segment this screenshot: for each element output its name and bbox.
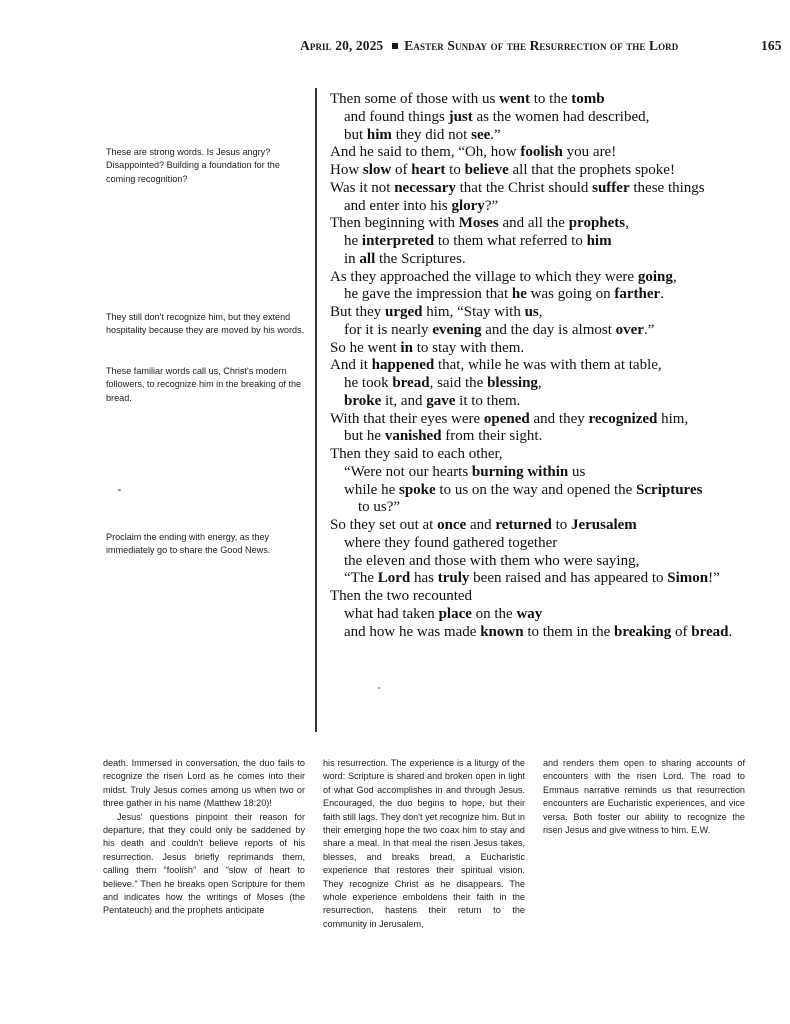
reading-text: on the bbox=[471, 605, 517, 622]
emphasis-word: he bbox=[511, 286, 527, 303]
emphasis-word: bread bbox=[392, 375, 430, 391]
reading-text: from their sight. bbox=[441, 428, 543, 445]
emphasis-word: heart bbox=[411, 162, 446, 178]
reading-text: to stay with them. bbox=[412, 339, 525, 356]
reading-text: Then some of those with us bbox=[330, 91, 500, 107]
emphasis-word: foolish bbox=[520, 144, 563, 161]
reading-text: Then beginning with bbox=[330, 215, 459, 232]
reading-text: they did not bbox=[391, 126, 472, 143]
reading-text: him, “Stay with bbox=[422, 304, 525, 320]
reading-text: And he said to them, “Oh, how bbox=[330, 144, 521, 161]
emphasis-word: place bbox=[438, 605, 472, 622]
reading-text: As they approached the village to which they were bbox=[330, 268, 638, 285]
reading-text: to them in the bbox=[523, 623, 614, 640]
emphasis-word: bread bbox=[691, 623, 729, 640]
reading-text: that, while he was with them at table, bbox=[434, 357, 662, 374]
emphasis-word: known bbox=[480, 623, 524, 640]
reading-text: to us?” bbox=[358, 499, 401, 516]
reading-text: what had taken bbox=[344, 605, 439, 622]
emphasis-word: slow bbox=[362, 162, 392, 178]
reading-text: With that their eyes were bbox=[330, 410, 484, 427]
reading-text: , bbox=[625, 215, 629, 232]
reading-text: ?” bbox=[484, 197, 499, 214]
reading-line bbox=[330, 535, 785, 553]
emphasis-word: recognized bbox=[588, 410, 658, 427]
commentary-column-1 bbox=[103, 757, 305, 918]
margin-note: Proclaim the ending with energy, as they immediately go to share the Good News. bbox=[106, 532, 271, 556]
emphasis-word: him bbox=[366, 126, 392, 143]
reading-text: to the bbox=[529, 91, 572, 107]
commentary bbox=[103, 757, 783, 987]
reading-text: And it bbox=[330, 357, 372, 374]
reading-text: he took bbox=[344, 375, 393, 391]
reading-text: all that the prophets spoke! bbox=[508, 162, 675, 178]
reading-text: as the women had described, bbox=[472, 108, 650, 125]
reading-text: Then they said to each other, bbox=[330, 446, 503, 462]
commentary-column-3 bbox=[543, 757, 745, 837]
reading-line bbox=[330, 286, 785, 304]
reading-text: and bbox=[466, 517, 496, 533]
emphasis-word: him bbox=[586, 233, 612, 249]
emphasis-word: interpreted bbox=[361, 233, 435, 249]
reading-text: .” bbox=[490, 126, 501, 143]
emphasis-word: vanished bbox=[384, 428, 442, 445]
reading-text: for it is nearly bbox=[344, 321, 433, 338]
reading-text: . bbox=[660, 286, 664, 303]
reading-text: him, bbox=[657, 410, 689, 427]
emphasis-word: suffer bbox=[592, 179, 630, 196]
reading-text: these things bbox=[629, 179, 705, 196]
emphasis-word: went bbox=[499, 91, 530, 107]
reading-text: has bbox=[410, 570, 438, 587]
scan-speck bbox=[378, 687, 380, 689]
reading-line bbox=[330, 624, 785, 642]
reading-text: been raised and has appeared to bbox=[469, 570, 668, 587]
reading-text: to bbox=[445, 162, 465, 178]
reading-line bbox=[330, 553, 785, 571]
reading-text: How bbox=[330, 162, 363, 178]
reading-text: !” bbox=[708, 570, 720, 587]
reading-line bbox=[330, 233, 785, 251]
emphasis-word: once bbox=[437, 517, 467, 533]
emphasis-word: Jerusalem bbox=[570, 517, 637, 533]
reading-text: to us on the way and opened the bbox=[435, 481, 637, 498]
reading-line bbox=[330, 251, 785, 269]
commentary-paragraph: and renders them open to sharing accounts of encounters with the risen Lord. The road to Emmaus narrative reminds us that resurrection encounters are Eucharistic experiences, and vice versa. Both foster our ability to recognize the risen Jesus and give witness to him. E.W. bbox=[543, 758, 745, 836]
commentary-paragraph: his resurrection. The experience is a liturgy of the word: Scripture is shared and broken open in light of what God accomplishes in and through Jesus. Encouraged, the duo begins to hope, but their faith still lags. They don't yet recognize him. But in their emerging hope the two coax him to stay and share a meal. In that meal the risen Jesus takes, blesses, and breaks bread, a Eucharistic experience that restores their spiritual vision. They recognize Christ as he disappears. The whole experience emboldens their faith in the resurrection, hastens their return to the community in Jerusalem, bbox=[323, 758, 525, 929]
emphasis-word: blessing bbox=[487, 375, 538, 391]
reading-text: to bbox=[551, 517, 571, 533]
reading-text: he gave the impression that bbox=[344, 286, 512, 303]
reading-text: and they bbox=[529, 410, 589, 427]
square-bullet-icon bbox=[392, 43, 398, 49]
reading-text: Was it not bbox=[330, 179, 395, 196]
reading-line bbox=[330, 269, 785, 287]
reading-text: us bbox=[568, 463, 586, 480]
reading-text: , bbox=[538, 304, 543, 320]
emphasis-word: Lord bbox=[377, 570, 411, 587]
margin-note: These familiar words call us, Christ's modern followers, to recognize him in the breaking of the bread. bbox=[106, 366, 302, 403]
reading-line bbox=[330, 411, 785, 429]
emphasis-word: broke bbox=[344, 392, 382, 409]
reading-text: So they set out at bbox=[330, 517, 438, 533]
reading-text: the eleven and those with them who were saying, bbox=[344, 552, 640, 569]
reading-line bbox=[330, 428, 785, 446]
emphasis-word: Simon bbox=[667, 570, 709, 587]
emphasis-word: necessary bbox=[394, 179, 456, 196]
reading-text: Then the two recounted bbox=[330, 588, 473, 604]
emphasis-word: farther bbox=[614, 286, 661, 303]
emphasis-word: prophets bbox=[568, 215, 626, 232]
reading-text: to them what referred to bbox=[434, 233, 587, 249]
emphasis-word: going bbox=[637, 268, 673, 285]
reading-text: while he bbox=[344, 481, 399, 498]
reading-line bbox=[330, 570, 785, 588]
reading-line bbox=[330, 322, 785, 340]
reading-line bbox=[330, 499, 785, 517]
emphasis-word: Moses bbox=[458, 215, 499, 232]
reading-line bbox=[330, 606, 785, 624]
scan-speck bbox=[118, 489, 121, 491]
header-date: April 20, 2025 bbox=[300, 38, 384, 53]
emphasis-word: truly bbox=[437, 570, 470, 587]
reading-text: in bbox=[344, 250, 360, 267]
reading-line bbox=[330, 91, 785, 109]
commentary-paragraph: death. Immersed in conversation, the duo fails to recognize the risen Lord as he comes into their midst. Truly Jesus comes among us when two or three gather in his name (Matthew 18:20)! bbox=[103, 758, 305, 809]
reading-line bbox=[330, 340, 785, 358]
margin-note: These are strong words. Is Jesus angry? Disappointed? Building a foundation for the coming recognition? bbox=[106, 147, 280, 184]
reading-line bbox=[330, 215, 785, 233]
emphasis-word: glory bbox=[451, 197, 485, 214]
emphasis-word: tomb bbox=[571, 91, 605, 107]
reading-text: it to them. bbox=[455, 392, 521, 409]
reading-line bbox=[330, 482, 785, 500]
reading-text: So he went bbox=[330, 339, 401, 356]
running-header bbox=[300, 38, 790, 54]
page-number: 165 bbox=[761, 38, 782, 53]
reading-line bbox=[330, 144, 785, 162]
reading-text: you are! bbox=[562, 144, 617, 161]
emphasis-word: returned bbox=[495, 517, 552, 533]
reading-line bbox=[330, 180, 785, 198]
reading-line bbox=[330, 464, 785, 482]
reading-text: and how he was made bbox=[344, 623, 481, 640]
emphasis-word: evening bbox=[432, 321, 482, 338]
reading-line bbox=[330, 127, 785, 145]
emphasis-word: all bbox=[359, 250, 376, 267]
emphasis-word: happened bbox=[371, 357, 435, 374]
emphasis-word: burning within bbox=[471, 463, 569, 480]
reading-text: “The bbox=[344, 570, 378, 587]
reading-text: , said the bbox=[429, 375, 488, 391]
emphasis-word: opened bbox=[483, 410, 530, 427]
reading-text: that the Christ should bbox=[455, 179, 593, 196]
emphasis-word: Scriptures bbox=[636, 481, 703, 498]
reading-text: of bbox=[391, 162, 412, 178]
reading-text: and enter into his bbox=[344, 197, 452, 214]
emphasis-word: over bbox=[615, 321, 644, 338]
reading-text: of bbox=[671, 623, 692, 640]
reading-text: . bbox=[728, 623, 733, 640]
reading-text: it, and bbox=[381, 392, 427, 409]
reading-line bbox=[330, 357, 785, 375]
emphasis-word: in bbox=[400, 339, 413, 356]
reading-text: , bbox=[672, 268, 677, 285]
vertical-divider bbox=[315, 88, 317, 732]
reading-line bbox=[330, 588, 785, 606]
emphasis-word: spoke bbox=[398, 481, 436, 498]
reading-text: and found things bbox=[344, 108, 449, 125]
emphasis-word: way bbox=[516, 605, 543, 622]
emphasis-word: urged bbox=[385, 304, 423, 320]
emphasis-word: breaking bbox=[613, 623, 672, 640]
reading-line bbox=[330, 446, 785, 464]
reading-line bbox=[330, 517, 785, 535]
commentary-column-2 bbox=[323, 757, 525, 931]
margin-note: They still don't recognize him, but they extend hospitality because they are moved by his words. bbox=[106, 312, 305, 336]
reading-text: “Were not our hearts bbox=[344, 463, 472, 480]
commentary-paragraph: Jesus' questions pinpoint their reason for departure, that they could only be saddened by his death and couldn't believe reports of his resurrection. Jesus briefly reprimands them, calling them “foolish” and “slow of heart to believe.” Then he breaks open Scripture for them and indicates how the writings of Moses (the Pentateuch) and the prophets anticipate bbox=[103, 811, 305, 916]
emphasis-word: just bbox=[448, 108, 473, 125]
reading-text: and all the bbox=[498, 215, 569, 232]
reading-text: the Scriptures. bbox=[375, 250, 466, 267]
header-title: Easter Sunday of the Resurrection of the Lord bbox=[404, 38, 679, 53]
reading-line bbox=[330, 393, 785, 411]
reading-text: but bbox=[344, 126, 367, 143]
reading-text: .” bbox=[643, 321, 655, 338]
reading-text: he bbox=[344, 233, 362, 249]
emphasis-word: gave bbox=[426, 392, 456, 409]
reading-line bbox=[330, 375, 785, 393]
reading-text: where they found gathered together bbox=[344, 534, 558, 551]
reading-text: , bbox=[537, 375, 542, 391]
emphasis-word: see bbox=[471, 126, 491, 143]
reading-text: and the day is almost bbox=[481, 321, 616, 338]
emphasis-word: believe bbox=[464, 162, 509, 178]
reading-text: But they bbox=[330, 304, 385, 320]
emphasis-word: us bbox=[524, 304, 539, 320]
scripture-reading bbox=[330, 91, 785, 641]
reading-text: but he bbox=[344, 428, 385, 445]
reading-line bbox=[330, 304, 785, 322]
reading-line bbox=[330, 109, 785, 127]
reading-text: was going on bbox=[526, 286, 615, 303]
reading-line bbox=[330, 198, 785, 216]
reading-line bbox=[330, 162, 785, 180]
